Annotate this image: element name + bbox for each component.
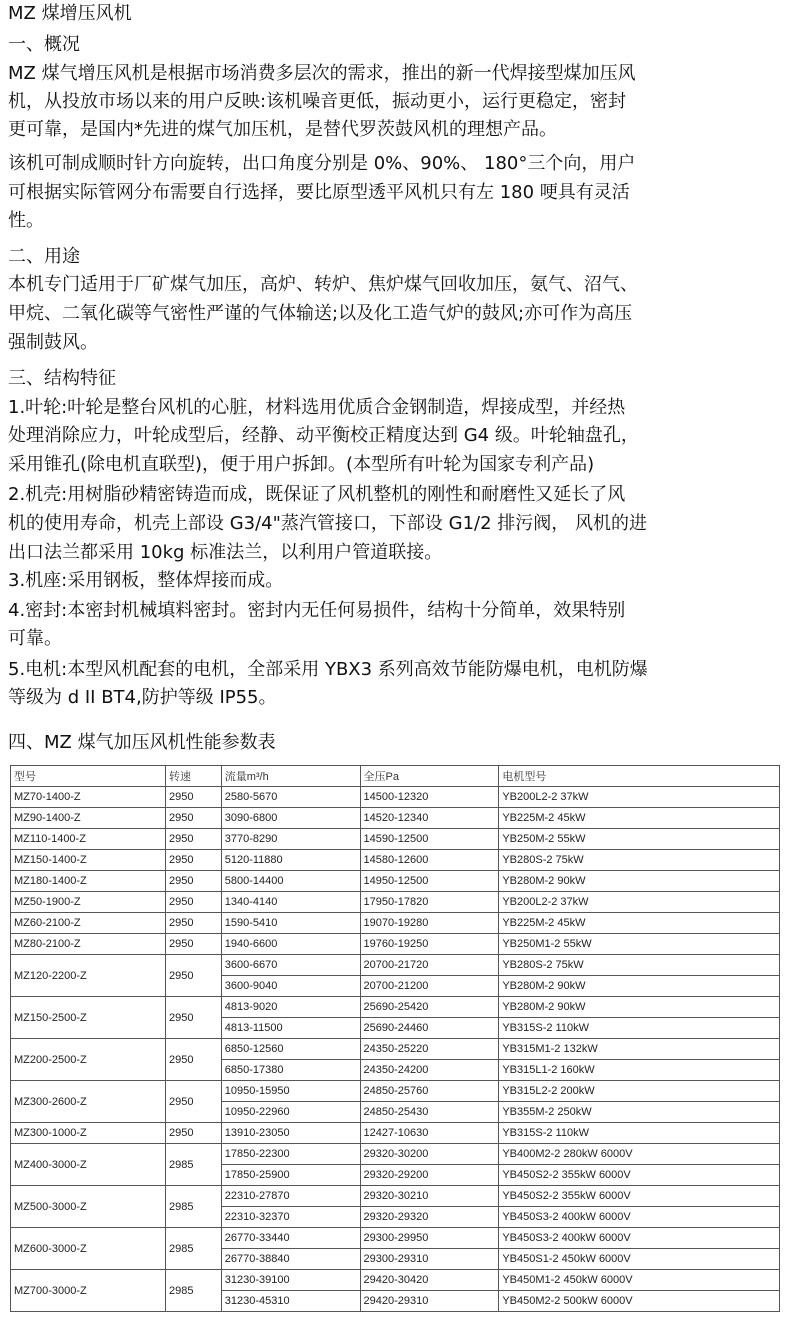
cell-model: MZ700-3000-Z: [11, 1270, 166, 1312]
table-row: [11, 934, 780, 955]
cell-pressure: 12427-10630: [360, 1123, 499, 1144]
cell-speed: 2950: [166, 955, 222, 997]
section-heading-usage: 二、用途: [8, 246, 80, 267]
cell-pressure: 29300-29950: [360, 1228, 499, 1249]
cell-model: MZ50-1900-Z: [11, 892, 166, 913]
cell-pressure: 29420-30420: [360, 1270, 499, 1291]
table-row: [11, 1144, 780, 1165]
cell-motor: YB280M-2 90kW: [499, 976, 780, 997]
cell-pressure: 24850-25430: [360, 1102, 499, 1123]
table-row: [11, 955, 780, 976]
table-body: [11, 787, 780, 1312]
cell-motor: YB315L1-2 160kW: [499, 1060, 780, 1081]
table-row: [11, 892, 780, 913]
paragraph-line: 机，从投放市场以来的用户反映:该机噪音更低，振动更小，运行更稳定，密封: [8, 91, 627, 112]
cell-pressure: 20700-21720: [360, 955, 499, 976]
cell-motor: YB315L2-2 200kW: [499, 1081, 780, 1102]
cell-pressure: 19070-19280: [360, 913, 499, 934]
cell-motor: YB450S2-2 355kW 6000V: [499, 1186, 780, 1207]
cell-flow: 4813-9020: [221, 997, 360, 1018]
cell-motor: YB225M-2 45kW: [499, 808, 780, 829]
cell-motor: YB315S-2 110kW: [499, 1123, 780, 1144]
cell-pressure: 24850-25760: [360, 1081, 499, 1102]
header-model: 型号: [11, 766, 166, 787]
cell-model: MZ400-3000-Z: [11, 1144, 166, 1186]
cell-flow: 22310-32370: [221, 1207, 360, 1228]
paragraph-line: 机的使用寿命，机壳上部设 G3/4"蒸汽管接口，下部设 G1/2 排污阀， 风机的进: [8, 513, 647, 534]
paragraph-line: 出口法兰都采用 10kg 标准法兰，以利用户管道联接。: [8, 542, 443, 563]
cell-pressure: 17950-17820: [360, 892, 499, 913]
paragraph-line: MZ 煤气增压风机是根据市场消费多层次的需求，推出的新一代焊接型煤加压风: [8, 63, 636, 84]
cell-flow: 17850-25900: [221, 1165, 360, 1186]
paragraph-line: 等级为 d II BT4,防护等级 IP55。: [8, 687, 277, 708]
cell-pressure: 29300-29310: [360, 1249, 499, 1270]
cell-motor: YB280S-2 75kW: [499, 955, 780, 976]
cell-flow: 6850-12560: [221, 1039, 360, 1060]
paragraph-line: 5.电机:本型风机配套的电机，全部采用 YBX3 系列高效节能防爆电机，电机防爆: [8, 659, 648, 680]
cell-flow: 22310-27870: [221, 1186, 360, 1207]
paragraph-line: 采用锥孔(除电机直联型)，便于用户拆卸。(本型所有叶轮为国家专利产品): [8, 454, 595, 475]
cell-pressure: 20700-21200: [360, 976, 499, 997]
cell-flow: 31230-39100: [221, 1270, 360, 1291]
cell-motor: YB200L2-2 37kW: [499, 892, 780, 913]
cell-motor: YB280M-2 90kW: [499, 997, 780, 1018]
cell-flow: 26770-38840: [221, 1249, 360, 1270]
cell-speed: 2950: [166, 913, 222, 934]
cell-pressure: 14590-12500: [360, 829, 499, 850]
header-speed: 转速: [166, 766, 222, 787]
table-row: [11, 829, 780, 850]
table-row: [11, 1186, 780, 1207]
cell-pressure: 14520-12340: [360, 808, 499, 829]
cell-pressure: 29320-29200: [360, 1165, 499, 1186]
cell-model: MZ80-2100-Z: [11, 934, 166, 955]
cell-model: MZ180-1400-Z: [11, 871, 166, 892]
cell-motor: YB450S1-2 450kW 6000V: [499, 1249, 780, 1270]
cell-motor: YB200L2-2 37kW: [499, 787, 780, 808]
cell-model: MZ70-1400-Z: [11, 787, 166, 808]
cell-flow: 6850-17380: [221, 1060, 360, 1081]
cell-motor: YB450M1-2 450kW 6000V: [499, 1270, 780, 1291]
cell-pressure: 24350-24200: [360, 1060, 499, 1081]
cell-model: MZ60-2100-Z: [11, 913, 166, 934]
cell-pressure: 24350-25220: [360, 1039, 499, 1060]
paragraph-line: 性。: [8, 210, 44, 231]
cell-speed: 2985: [166, 1228, 222, 1270]
cell-flow: 13910-23050: [221, 1123, 360, 1144]
section-heading-overview: 一、概况: [8, 34, 80, 55]
table-row: [11, 787, 780, 808]
cell-pressure: 19760-19250: [360, 934, 499, 955]
cell-flow: 31230-45310: [221, 1291, 360, 1312]
cell-flow: 10950-15950: [221, 1081, 360, 1102]
paragraph-line: 该机可制成顺时针方向旋转，出口角度分别是 0%、90%、 180°三个向，用户: [8, 153, 636, 174]
cell-motor: YB280M-2 90kW: [499, 871, 780, 892]
cell-flow: 4813-11500: [221, 1018, 360, 1039]
cell-motor: YB450S3-2 400kW 6000V: [499, 1207, 780, 1228]
section-heading-params: 四、MZ 煤气加压风机性能参数表: [8, 732, 276, 753]
cell-model: MZ110-1400-Z: [11, 829, 166, 850]
cell-flow: 5120-11880: [221, 850, 360, 871]
cell-flow: 1590-5410: [221, 913, 360, 934]
cell-motor: YB250M-2 55kW: [499, 829, 780, 850]
cell-speed: 2950: [166, 787, 222, 808]
cell-flow: 2580-5670: [221, 787, 360, 808]
paragraph-line: 本机专门适用于厂矿煤气加压，高炉、转炉、焦炉煤气回收加压，氨气、沼气、: [8, 274, 638, 295]
cell-model: MZ150-2500-Z: [11, 997, 166, 1039]
cell-flow: 3600-6670: [221, 955, 360, 976]
cell-flow: 3600-9040: [221, 976, 360, 997]
doc-title: MZ 煤增压风机: [8, 3, 132, 24]
cell-model: MZ600-3000-Z: [11, 1228, 166, 1270]
table-row: [11, 913, 780, 934]
paragraph-line: 3.机座:采用钢板，整体焊接而成。: [8, 570, 284, 591]
cell-motor: YB400M2-2 280kW 6000V: [499, 1144, 780, 1165]
cell-pressure: 29320-29320: [360, 1207, 499, 1228]
cell-model: MZ200-2500-Z: [11, 1039, 166, 1081]
cell-motor: YB450M2-2 500kW 6000V: [499, 1291, 780, 1312]
table-row: [11, 808, 780, 829]
cell-motor: YB450S3-2 400kW 6000V: [499, 1228, 780, 1249]
cell-flow: 1340-4140: [221, 892, 360, 913]
paragraph-line: 甲烷、二氧化碳等气密性严谨的气体输送;以及化工造气炉的鼓风;亦可作为高压: [8, 303, 633, 324]
table-row: [11, 1228, 780, 1249]
cell-speed: 2950: [166, 850, 222, 871]
cell-speed: 2950: [166, 997, 222, 1039]
header-motor: 电机型号: [499, 766, 780, 787]
cell-motor: YB225M-2 45kW: [499, 913, 780, 934]
cell-model: MZ120-2200-Z: [11, 955, 166, 997]
paragraph-line: 可靠。: [8, 628, 62, 649]
cell-pressure: 14950-12500: [360, 871, 499, 892]
table-header-row: [11, 766, 780, 787]
cell-speed: 2950: [166, 1081, 222, 1123]
cell-speed: 2985: [166, 1186, 222, 1228]
cell-model: MZ90-1400-Z: [11, 808, 166, 829]
cell-speed: 2950: [166, 871, 222, 892]
cell-pressure: 29420-29310: [360, 1291, 499, 1312]
cell-flow: 26770-33440: [221, 1228, 360, 1249]
cell-speed: 2950: [166, 1039, 222, 1081]
table-row: [11, 850, 780, 871]
paragraph-line: 强制鼓风。: [8, 332, 98, 353]
cell-pressure: 29320-30210: [360, 1186, 499, 1207]
cell-model: MZ500-3000-Z: [11, 1186, 166, 1228]
paragraph-line: 更可靠，是国内*先进的煤气加压机，是替代罗茨鼓风机的理想产品。: [8, 119, 557, 140]
cell-pressure: 14580-12600: [360, 850, 499, 871]
header-flow: 流量m³/h: [221, 766, 360, 787]
cell-model: MZ300-1000-Z: [11, 1123, 166, 1144]
cell-pressure: 14500-12320: [360, 787, 499, 808]
cell-speed: 2985: [166, 1144, 222, 1186]
paragraph-line: 1.叶轮:叶轮是整台风机的心脏，材料选用优质合金钢制造，焊接成型，并经热: [8, 397, 626, 418]
cell-flow: 3770-8290: [221, 829, 360, 850]
cell-pressure: 29320-30200: [360, 1144, 499, 1165]
cell-motor: YB315M1-2 132kW: [499, 1039, 780, 1060]
cell-flow: 10950-22960: [221, 1102, 360, 1123]
table-row: [11, 1081, 780, 1102]
table-row: [11, 997, 780, 1018]
paragraph-line: 2.机壳:用树脂砂精密铸造而成，既保证了风机整机的刚性和耐磨性又延长了风: [8, 484, 626, 505]
table-row: [11, 1270, 780, 1291]
section-heading-structure: 三、结构特征: [8, 368, 116, 389]
cell-speed: 2950: [166, 829, 222, 850]
cell-model: MZ300-2600-Z: [11, 1081, 166, 1123]
cell-motor: YB280S-2 75kW: [499, 850, 780, 871]
cell-speed: 2985: [166, 1270, 222, 1312]
cell-flow: 5800-14400: [221, 871, 360, 892]
cell-motor: YB315S-2 110kW: [499, 1018, 780, 1039]
table-row: [11, 1123, 780, 1144]
cell-motor: YB250M1-2 55kW: [499, 934, 780, 955]
cell-speed: 2950: [166, 808, 222, 829]
cell-flow: 17850-22300: [221, 1144, 360, 1165]
paragraph-line: 4.密封:本密封机械填料密封。密封内无任何易损件，结构十分简单，效果特别: [8, 600, 626, 621]
cell-motor: YB355M-2 250kW: [499, 1102, 780, 1123]
cell-flow: 1940-6600: [221, 934, 360, 955]
header-pressure: 全压Pa: [360, 766, 499, 787]
cell-speed: 2950: [166, 1123, 222, 1144]
paragraph-line: 处理消除应力，叶轮成型后，经静、动平衡校正精度达到 G4 级。叶轮轴盘孔，: [8, 425, 639, 446]
paragraph-line: 可根据实际管网分布需要自行选择，要比原型透平风机只有左 180 哽具有灵活: [8, 182, 630, 203]
cell-motor: YB450S2-2 355kW 6000V: [499, 1165, 780, 1186]
cell-flow: 3090-6800: [221, 808, 360, 829]
cell-speed: 2950: [166, 892, 222, 913]
cell-pressure: 25690-24460: [360, 1018, 499, 1039]
table-row: [11, 871, 780, 892]
table-row: [11, 1039, 780, 1060]
cell-model: MZ150-1400-Z: [11, 850, 166, 871]
cell-speed: 2950: [166, 934, 222, 955]
cell-pressure: 25690-25420: [360, 997, 499, 1018]
params-table: [10, 765, 780, 1312]
